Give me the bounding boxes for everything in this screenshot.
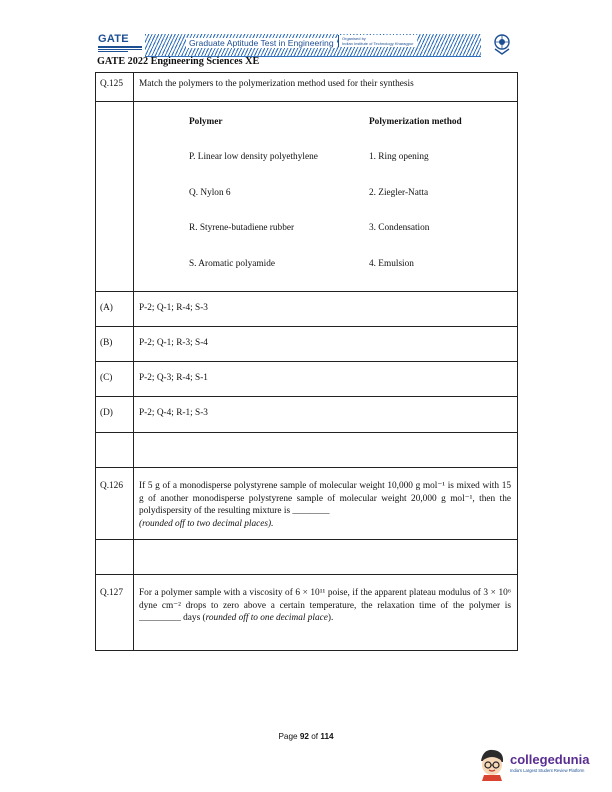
question-number: Q.125 [100, 79, 123, 89]
option-row [96, 362, 518, 397]
question-body-end: ). [327, 613, 334, 623]
polymer-item: S. Aromatic polyamide [189, 259, 275, 269]
collegedunia-tagline: India's Largest Student Review Platform [510, 768, 585, 773]
question-row [96, 468, 518, 540]
option-text-cell [134, 397, 518, 433]
option-label-cell [96, 397, 134, 433]
header-organizer [338, 35, 417, 47]
question-text-cell [134, 468, 518, 540]
iit-emblem-icon [492, 33, 512, 55]
option-label: (B) [100, 338, 113, 348]
question-text-cell [134, 575, 518, 651]
rounding-note: rounded off to one decimal place [205, 613, 328, 623]
polymer-item: Q. Nylon 6 [189, 188, 231, 198]
rounding-note: (rounded off to two decimal places). [139, 518, 274, 529]
question-number-cell [96, 575, 134, 651]
question-text-cell [134, 73, 518, 102]
match-table [134, 102, 517, 291]
question-row [96, 73, 518, 102]
empty-cell [134, 540, 518, 575]
option-label-cell [96, 327, 134, 362]
option-text-cell [134, 292, 518, 327]
option-row [96, 327, 518, 362]
method-item: 2. Ziegler-Natta [369, 188, 429, 198]
question-body: If 5 g of a monodisperse polystyrene sample of molecular weight 10,000 g mol⁻¹ is mixed with 15 g of another monodisperse polystyrene sample of molecular weight 20,000 g mol⁻¹, then the polydispersity of the resulting mixture is ________ [139, 481, 511, 516]
question-number: Q.126 [100, 481, 123, 491]
match-row [96, 102, 518, 292]
empty-cell [96, 540, 134, 575]
polymer-item: R. Styrene-butadiene rubber [189, 223, 295, 233]
page-prefix: Page [278, 732, 300, 741]
gate-logo-stripe [98, 49, 142, 50]
page-number [0, 732, 612, 741]
question-number-cell [96, 468, 134, 540]
question-row [96, 575, 518, 651]
method-item: 3. Condensation [369, 223, 430, 233]
document-title: GATE 2022 Engineering Sciences XE [97, 56, 260, 67]
empty-cell [134, 433, 518, 468]
header-banner-title: Graduate Aptitude Test in Engineering [186, 38, 337, 48]
question-text [134, 575, 517, 625]
question-text [134, 468, 517, 530]
option-label: (A) [100, 303, 113, 313]
option-row [96, 292, 518, 327]
collegedunia-brand: collegedunia [510, 752, 590, 767]
option-label-cell [96, 362, 134, 397]
question-table [95, 72, 518, 651]
option-text: P-2; Q-1; R-3; S-4 [139, 338, 208, 348]
gate-logo-stripe [98, 51, 128, 52]
option-text-cell [134, 362, 518, 397]
option-text: P-2; Q-4; R-1; S-3 [139, 408, 208, 418]
method-heading: Polymerization method [369, 117, 462, 127]
option-label-cell [96, 292, 134, 327]
polymer-heading: Polymer [189, 117, 223, 127]
spacer-row [96, 540, 518, 575]
question-text: Match the polymers to the polymerization method used for their synthesis [139, 79, 414, 89]
option-label: (C) [100, 373, 113, 383]
empty-cell [96, 433, 134, 468]
organizer-line1: Organised by [342, 36, 366, 41]
collegedunia-mascot-icon [477, 747, 507, 781]
match-table-cell [134, 102, 518, 292]
option-row [96, 397, 518, 433]
method-item: 4. Emulsion [369, 259, 414, 269]
page-total: 114 [320, 732, 334, 741]
question-number: Q.127 [100, 588, 123, 598]
gate-logo: GATE [98, 33, 129, 45]
empty-cell [96, 102, 134, 292]
question-body: For a polymer sample with a viscosity of 6 × 10¹¹ poise, if the apparent plateau modulus of 3 × 10⁶ dyne cm⁻² drops to zero above a certain temperature, the relaxation time of the polymer is _________ days ( [139, 588, 511, 623]
page-mid: of [308, 732, 321, 741]
polymer-item: P. Linear low density polyethylene [189, 152, 318, 162]
method-item: 1. Ring opening [369, 152, 429, 162]
option-text: P-2; Q-1; R-4; S-3 [139, 303, 208, 313]
page-current: 92 [299, 732, 309, 741]
organizer-line2: Indian Institute of Technology Kharagpur [342, 41, 414, 46]
gate-logo-stripe [98, 46, 142, 48]
option-label: (D) [100, 408, 113, 418]
option-text-cell [134, 327, 518, 362]
option-text: P-2; Q-3; R-4; S-1 [139, 373, 208, 383]
question-number-cell [96, 73, 134, 102]
spacer-row [96, 433, 518, 468]
